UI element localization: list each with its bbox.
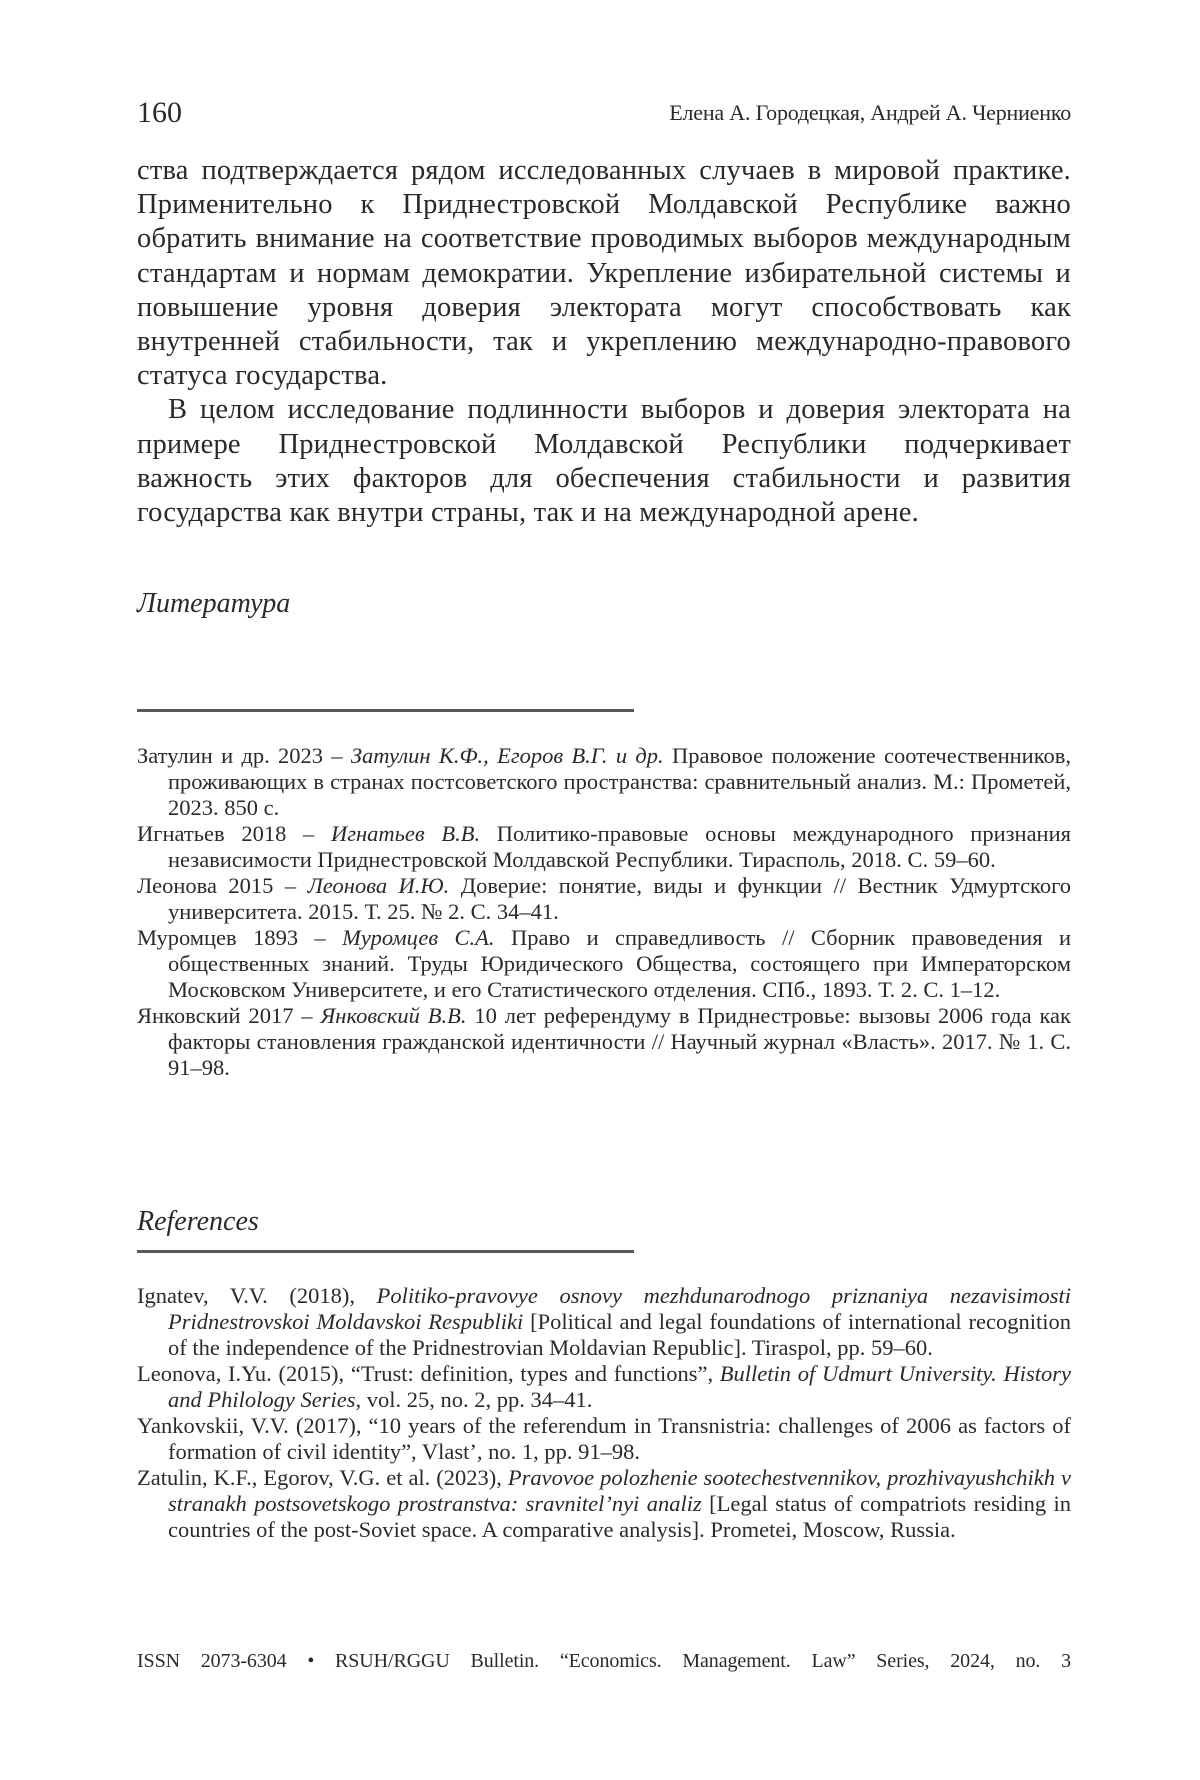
references-heading: References [137,1206,259,1237]
literatura-item: Янковский 2017 – Янковский В.В. 10 лет референдуму в Приднестровье: вызовы 2006 года как факторы становления гражданской идентичности // Научный журнал «Власть». 2017. № 1. С. 91–98. [137,1003,1071,1080]
body-paragraph: ства подтверждается рядом исследованных случаев в мировой практике. Применительно к Приднестровской Молдавской Республике важно обратить внимание на соответствие проводимых выборов международным стандартам и нормам демократии. Укрепление избирательной системы и повышение уровня доверия электората могут способствовать как внутренней стабильности, так и укреплению международно-правового статуса государства. [137,155,1071,392]
literatura-item: Игнатьев 2018 – Игнатьев В.В. Политико-правовые основы международного признания независимости Приднестровской Молдавской Республики. Тирасполь, 2018. С. 59–60. [137,821,1071,872]
body-paragraph: В целом исследование подлинности выборов и доверия электората на примере Приднестровской Молдавской Республики подчеркивает важность этих факторов для обеспечения стабильности и развития государства как внутри страны, так и на международной арене. [137,394,1071,529]
references-list [137,1283,1071,1543]
references-item: Yankovskii, V.V. (2017), “10 years of the referendum in Transnistria: challenges of 2006 as factors of formation of civil identity”, Vlast’, no. 1, pp. 91–98. [137,1413,1071,1464]
journal-footer: ISSN 2073-6304 • RSUH/RGGU Bulletin. “Economics. Management. Law” Series, 2024, no. 3 [137,1650,1071,1672]
references-rule [137,1250,634,1253]
running-header [137,96,1071,130]
references-item: Leonova, I.Yu. (2015), “Trust: definition, types and functions”, Bulletin of Udmurt University. History and Philology Series, vol. 25, no. 2, pp. 34–41. [137,1361,1071,1412]
literatura-item: Затулин и др. 2023 – Затулин К.Ф., Егоров В.Г. и др. Правовое положение соотечественников, проживающих в странах постсоветского пространства: сравнительный анализ. М.: Прометей, 2023. 850 с. [137,743,1071,820]
literatura-rule [137,709,634,712]
page-number: 160 [137,96,182,129]
references-item: Ignatev, V.V. (2018), Politiko-pravovye osnovy mezhdunarodnogo priznaniya nezavisimosti Pridnestrovskoi Moldavskoi Respubliki [Political and legal foundations of international recognition of the independence of the Pridnestrovian Moldavian Republic]. Tiraspol, pp. 59–60. [137,1283,1071,1360]
literatura-item: Леонова 2015 – Леонова И.Ю. Доверие: понятие, виды и функции // Вестник Удмуртского университета. 2015. Т. 25. № 2. С. 34–41. [137,873,1072,924]
literatura-heading: Литература [137,588,291,619]
literatura-list [137,743,1071,1081]
literatura-item: Муромцев 1893 – Муромцев С.А. Право и справедливость // Сборник правоведения и общественных знаний. Труды Юридического Общества, состоящего при Императорском Московском Университете, и его Статистического отделения. СПб., 1893. Т. 2. С. 1–12. [137,925,1071,1002]
header-authors: Елена А. Городецкая, Андрей А. Черниенко [669,100,1071,125]
body-text [137,154,1071,530]
references-item: Zatulin, K.F., Egorov, V.G. et al. (2023), Pravovoe polozhenie sootechestvennikov, prozhivayushchikh v stranakh postsovetskogo prostranstva: sravnitel’nyi analiz [Legal status of compatriots residing in countries of the post-Soviet space. A comparative analysis]. Prometei, Moscow, Russia. [137,1465,1072,1542]
